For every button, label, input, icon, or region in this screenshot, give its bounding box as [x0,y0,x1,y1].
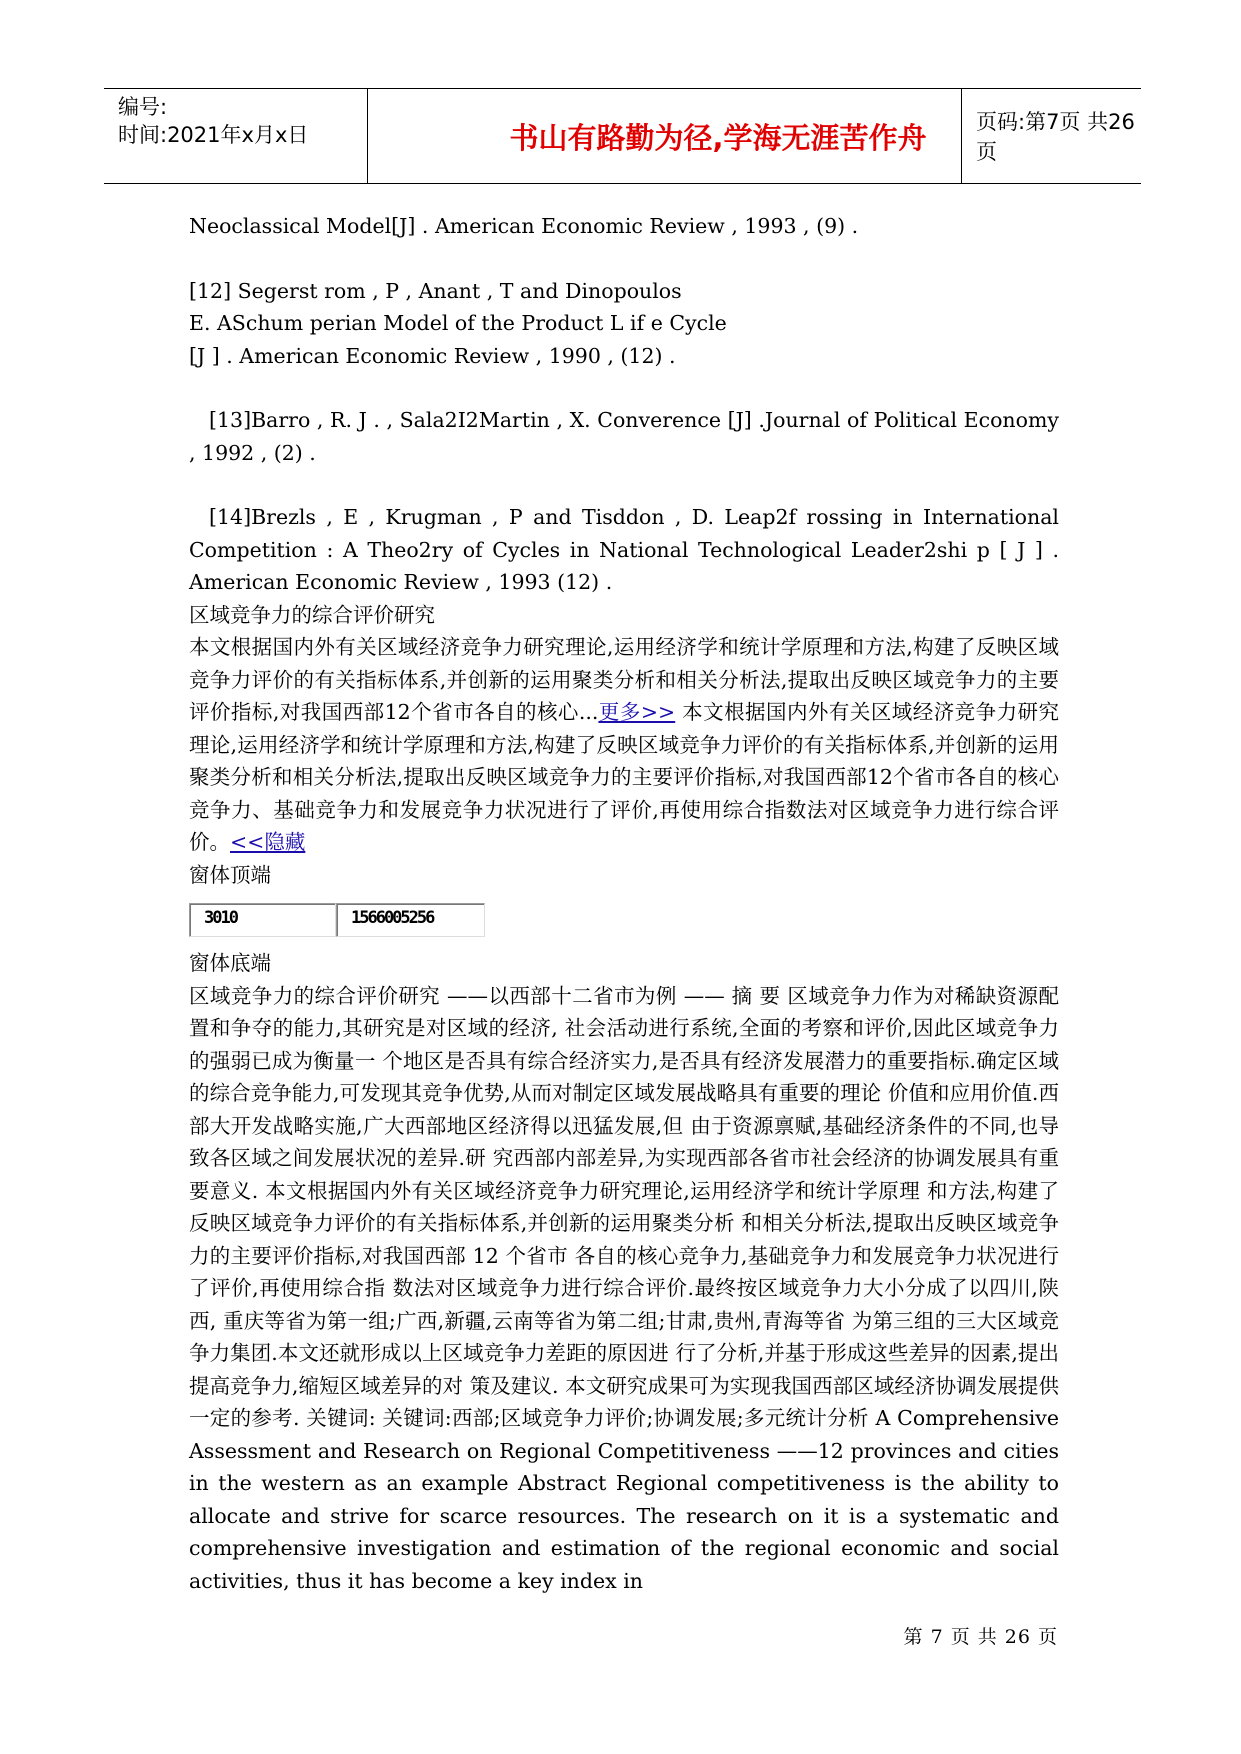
page-footer: 第 7 页 共 26 页 [903,1626,1058,1648]
hide-link[interactable]: <<隐藏 [230,830,306,854]
header-divider [367,89,368,183]
header-meta [118,93,308,149]
number-label: 编号: [118,95,168,119]
article-summary [189,631,1059,859]
form-bottom-label: 窗体底端 [189,951,271,975]
summary-short: 本文根据国内外有关区域经济竞争力研究理论,运用经济学和统计学原理和方法,构建了反映区域竞争力评价的有关指标体系,并创新的运用聚类分析和相关分析法,提取出反映区域竞争力的主要评价指标,对我国西部12个省市各自的核心... [189,635,1059,724]
reference-line: E. ASchum perian Model of the Product L if e Cycle [189,311,727,335]
document-body [189,210,1059,1597]
form-fields [189,903,1059,937]
summary-full: 本文根据国内外有关区域经济竞争力研究理论,运用经济学和统计学原理和方法,构建了反映区域竞争力评价的有关指标体系,并创新的运用聚类分析和相关分析法,提取出反映区域竞争力的主要评价指标,对我国西部12个省市各自的核心竞争力、基础竞争力和发展竞争力状况进行了评价,再使用综合指数法对区域竞争力进行综合评价。 [189,700,1060,854]
time-label: 时间:2021年x月x日 [118,123,309,147]
header-divider [961,89,962,183]
reference-line: [12] Segerst rom , P , Anant , T and Dinopoulos [189,278,682,303]
page-header [104,88,1141,184]
article-title: 区域竞争力的综合评价研究 [189,602,435,627]
reference-line: [J ] . American Economic Review , 1990 , (12) . [189,343,676,368]
form-field-2[interactable]: 1566005256 [336,903,485,937]
page-code: 页码:第7页 共26页 [976,110,1135,164]
reference-13: [13]Barro , R. J . , Sala2I2Martin , X. Converence [J] .Journal of Political Economy , 1992 , (2) . [189,408,1059,465]
form-top-label: 窗体顶端 [189,862,271,887]
body-text: 区域竞争力的综合评价研究 ——以西部十二省市为例 —— 摘 要 区域竞争力作为对稀缺资源配置和争夺的能力,其研究是对区域的经济, 社会活动进行系统,全面的考察和评价,因此区域竞争力的强弱已成为衡量一 个地区是否具有综合经济实力,是否具有经济发展潜力的重要指标.确定区域 的综合竞争能力,可发现其竞争优势,从而对制定区域发展战略具有重要的理论 价值和应用价值.西部大开发战略实施,广大西部地区经济得以迅猛发展,但 由于资源禀赋,基础经济条件的不同,也导致各区域之间发展状况的差异.研 究西部内部差异,为实现西部各省市社会经济的协调发展具有重要意义. 本文根据国内外有关区域经济竞争力研究理论,运用经济学和统计学原理 和方法,构建了反映区域竞争力评价的有关指标体系,并创新的运用聚类分析 和相关分析法,提取出反映区域竞争力的主要评价指标,对我国西部 12 个省市 各自的核心竞争力,基础竞争力和发展竞争力状况进行了评价,再使用综合指 数法对区域竞争力进行综合评价.最终按区域竞争力大小分成了以四川,陕西, 重庆等省为第一组;广西,新疆,云南等省为第二组;甘肃,贵州,青海等省 为第三组的三大区域竞争力集团.本文还就形成以上区域竞争力差距的原因进 行了分析,并基于形成这些差异的因素,提出提高竞争力,缩短区域差异的对 策及建议. 本文研究成果可为实现我国西部区域经济协调发展提供一定的参考. 关键词: 关键词:西部;区域竞争力评价;协调发展;多元统计分析 A Comprehensive Assessment and Research on Regional Competitiveness ——12 provinces and cities in the western as an example Abstract Regional competitiveness is the ability to allocate and strive for scarce resources. The research on it is a systematic and comprehensive investigation and estimation of the regional economic and social activities, thus it has become a key index in [189,983,1059,1593]
more-link[interactable]: 更多>> [598,700,676,724]
reference-14: [14]Brezls , E , Krugman , P and Tisddon , D. Leap2f rossing in International Competition : A Theo2ry of Cycles in National Technological Leader2shi p [ J ] . American Economic Review , 1993 (12) . [189,505,1059,594]
reference-continuation: Neoclassical Model[J] . American Economic Review , 1993 , (9) . [189,214,859,238]
header-slogan: 书山有路勤为径,学海无涯苦作舟 [509,120,927,155]
reference-12 [189,275,1059,373]
form-field-1[interactable]: 3010 [189,903,336,937]
